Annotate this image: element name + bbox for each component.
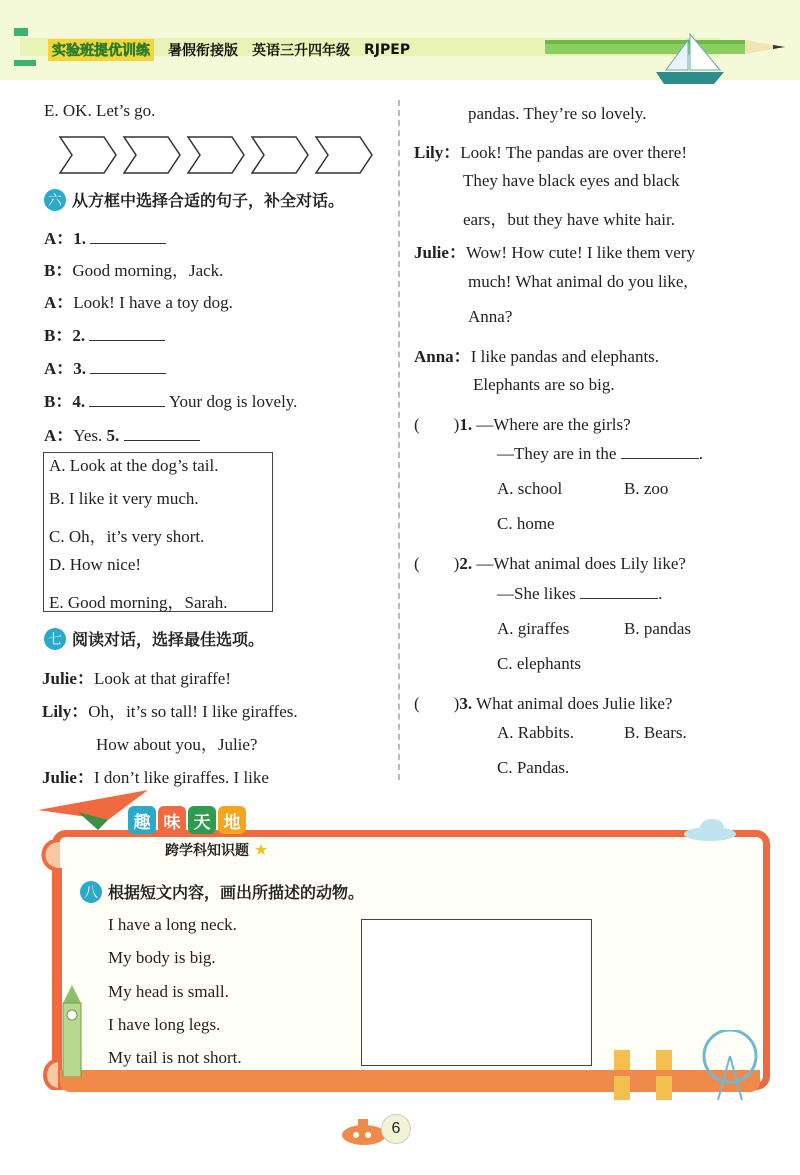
answer-blank-5[interactable] [124, 427, 200, 441]
question-1-option-c: C. home [497, 514, 555, 533]
option-a: A. Look at the dog’s tail. [49, 456, 219, 475]
description-line: I have long legs. [108, 1015, 221, 1034]
reading-line: They have black eyes and black [463, 171, 680, 190]
star-icon: ★ [253, 840, 269, 859]
section6-title: 从方框中选择合适的句子，补全对话。 [72, 191, 345, 210]
edition-label: 暑假衔接版 [168, 43, 238, 59]
question-1-option-b: B. zoo [624, 479, 669, 498]
arrow-chain-icon [58, 135, 378, 175]
sailboat-icon [650, 30, 730, 90]
header-decoration-icon [10, 20, 48, 72]
fun-char: 味 [158, 806, 186, 834]
question-3-option-c: C. Pandas. [497, 758, 570, 777]
section8-title: 根据短文内容，画出所描述的动物。 [108, 883, 365, 902]
page-header [0, 0, 800, 80]
page-number: 6 [381, 1114, 411, 1144]
reading-line: Lily：Look! The pandas are over there! [414, 143, 688, 162]
question-1-line2: —They are in the . [497, 444, 703, 463]
dialogue-line: A：1. [44, 224, 166, 249]
answer-blank-q2[interactable] [580, 585, 658, 599]
section6-heading [44, 188, 344, 211]
reading-line: Anna? [468, 307, 513, 326]
header-title [48, 39, 410, 61]
reading-line: Julie：Look at that giraffe! [42, 669, 231, 688]
fun-char: 天 [188, 806, 216, 834]
section7-heading [44, 627, 264, 650]
description-line: I have a long neck. [108, 915, 237, 934]
question-2-option-b: B. pandas [624, 619, 692, 638]
answer-paren-1[interactable]: ( ) [414, 415, 460, 434]
dialogue-line: B：4. Your dog is lovely. [44, 392, 298, 411]
drawing-box[interactable] [361, 919, 592, 1066]
dialogue-line: A：3. [44, 354, 166, 379]
fun-label [128, 806, 246, 834]
option-e: E. Good morning，Sarah. [49, 593, 228, 612]
code-label: RJPEP [364, 42, 411, 58]
reading-line: Lily：Oh，it’s so tall! I like giraffes. [42, 702, 298, 721]
reading-line: Anna：I like pandas and elephants. [414, 347, 660, 366]
fun-subtitle: 跨学科知识题 ★ [165, 840, 269, 859]
option-c: C. Oh，it’s very short. [49, 527, 205, 546]
big-ben-icon [55, 985, 89, 1077]
reading-line: Elephants are so big. [473, 375, 615, 394]
answer-paren-2[interactable]: ( ) [414, 554, 460, 573]
question-3-option-b: B. Bears. [624, 723, 687, 742]
question-2-line2: —She likes . [497, 584, 663, 603]
description-line: My tail is not short. [108, 1048, 242, 1067]
answer-paren-3[interactable]: ( ) [414, 694, 460, 713]
section6-badge: 六 [44, 189, 66, 211]
fun-char: 地 [218, 806, 246, 834]
reading-line: ears，but they have white hair. [463, 210, 675, 229]
dialogue-line: A：Yes. 5. [44, 421, 200, 446]
reading-line: pandas. They’re so lovely. [468, 104, 647, 123]
question-3-option-a: A. Rabbits. [497, 723, 574, 742]
answer-blank-3[interactable] [90, 360, 166, 374]
answer-blank-2[interactable] [89, 327, 165, 341]
prev-option-e: E. OK. Let’s go. [44, 101, 156, 120]
section7-badge: 七 [44, 628, 66, 650]
answer-blank-q1[interactable] [621, 445, 699, 459]
question-2: ( )2. —What animal does Lily like? [414, 554, 686, 573]
question-1-option-a: A. school [497, 479, 563, 498]
reading-line: much! What animal do you like, [468, 272, 688, 291]
tower-bridge-icon [610, 1030, 760, 1100]
subject-label: 英语三升四年级 [252, 43, 350, 59]
column-divider [398, 100, 400, 780]
dialogue-line: B：2. [44, 321, 165, 346]
question-2-option-c: C. elephants [497, 654, 582, 673]
reading-line: How about you，Julie? [96, 735, 258, 754]
question-2-option-a: A. giraffes [497, 619, 570, 638]
option-b: B. I like it very much. [49, 489, 199, 508]
fun-char: 趣 [128, 806, 156, 834]
section8-badge: 八 [80, 881, 102, 903]
question-1: ( )1. —Where are the girls? [414, 415, 631, 434]
reading-line: Julie：Wow! How cute! I like them very [414, 243, 695, 262]
brand-name: 实验班提优训练 [48, 39, 154, 61]
option-d: D. How nice! [49, 555, 142, 574]
answer-blank-4[interactable] [89, 393, 165, 407]
cloud-icon [680, 818, 740, 842]
dialogue-line: A：Look! I have a toy dog. [44, 293, 233, 312]
options-box [43, 452, 273, 612]
section7-title: 阅读对话，选择最佳选项。 [72, 630, 265, 649]
description-line: My body is big. [108, 948, 216, 967]
reading-line: Julie：I don’t like giraffes. I like [42, 768, 269, 787]
answer-blank-1[interactable] [90, 230, 166, 244]
question-3: ( )3. What animal does Julie like? [414, 694, 673, 713]
dialogue-line: B：Good morning，Jack. [44, 261, 224, 280]
section8-heading [80, 880, 364, 903]
description-line: My head is small. [108, 982, 229, 1001]
